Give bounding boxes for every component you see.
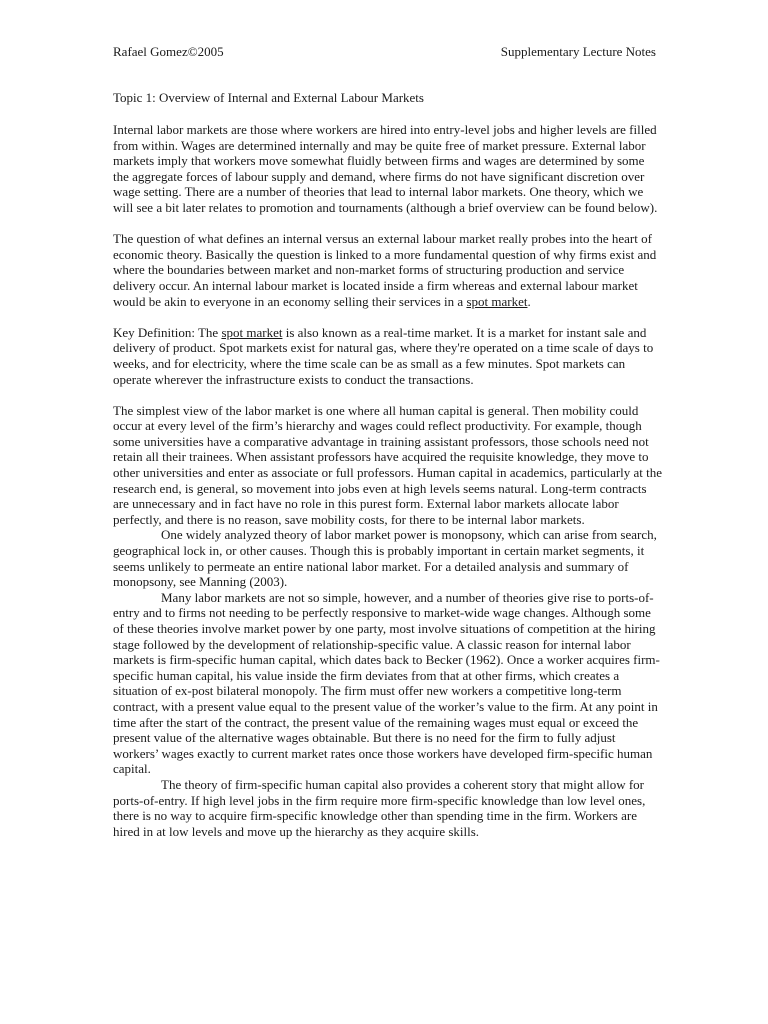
paragraph-text: The question of what defines an internal versus an external labour market really probes into the heart of economic theory. Basically the question is linked to a more fundamental question of why firms exist and where the boundaries between market and non-market forms of structuring production and service delivery occur. An internal labour market is located inside a firm whereas and external labour market would be akin to everyone in an economy selling their services in a [113,231,657,309]
paragraph-text: is also known as a real-time market. It is a market for instant sale and delivery of product. Spot markets exist for natural gas, where they're operated on a time scale of days to weeks, and for electricity, where the time scale can be as small as a few minutes. Spot markets can operate wherever the infrastructure exists to conduct the transactions. [113,324,654,387]
topic-title: Topic 1: Overview of Internal and External Labour Markets [113,90,424,105]
paragraph-internal-external: Internal labor markets are those where workers are hired into entry-level jobs and higher levels are filled from within. Wages are determined internally and may be quite free of market pressure. External labor markets imply that workers move somewhat fluidly between firms and wages are determined by some the aggregate forces of labour supply and demand, where firms do not have significant discretion over wage setting. There are a number of theories that lead to internal labor markets. One theory, which we will see a bit later relates to promotion and tournaments (although a brief overview can be found below). [113,122,658,215]
spot-market-definition-link[interactable]: spot market [221,324,283,340]
page-header [113,44,656,60]
paragraph-text: Key Definition: The [113,324,222,340]
paragraph-text: . [527,293,531,309]
spot-market-link[interactable]: spot market [466,293,528,309]
document-body [113,90,663,839]
paragraph-ports-of-entry: Many labor markets are not so simple, however, and a number of theories give rise to ports-of-entry and to firms not needing to be perfectly responsive to market-wide wage changes. Although some of these theories involve market power by one party, most involve situations of competition at the hiring stage followed by the development of relationship-specific value. A classic reason for internal labor markets is firm-specific human capital, which dates back to Becker (1962). Once a worker acquires firm-specific human capital, his value inside the firm deviates from that at other firms, which creates a situation of ex-post bilateral monopoly. The firm must offer new workers a competitive long-term contract, with a present value equal to the present value of the worker’s value to the firm. At any point in time after the start of the contract, the present value of the remaining wages must equal or exceed the present value of the alternative wages obtainable. But there is no need for the firm to fully adjust workers’ wages exactly to current market rates once those workers have developed firm-specific human capital. [113,589,660,777]
paragraph-key-definition [113,325,663,387]
paragraph-firm-specific-capital: The theory of firm-specific human capital also provides a coherent story that might allow for ports-of-entry. If high level jobs in the firm require more firm-specific knowledge than low level ones, there is no way to acquire firm-specific knowledge other than spending time in the firm. Workers are hired in at low levels and move up the hierarchy as they acquire skills. [113,776,646,839]
header-notes-label: Supplementary Lecture Notes [500,44,656,59]
paragraph-economic-theory [113,231,663,309]
paragraph-simplest-view: The simplest view of the labor market is one where all human capital is general. Then mobility could occur at every level of the firm’s hierarchy and wages could reflect productivity. For example, though some universities have a comparative advantage in training assistant professors, those schools need not retain all their trainees. When assistant professors have acquired the requisite knowledge, they move to other universities and enter as associate or full professors. Human capital in academics, particularly at the research end, is general, so movement into jobs even at high levels seems natural. Long-term contracts are unnecessary and in fact have no role in this purest form. External labor markets allocate labor perfectly, and there is no reason, save mobility costs, for there to be internal labor markets. [113,402,663,527]
header-author: Rafael Gomez©2005 [113,44,224,59]
paragraph-monopsony: One widely analyzed theory of labor market power is monopsony, which can arise from search, geographical lock in, or other causes. Though this is probably important in certain market segments, it seems unlikely to permeate an entire national labor market. For a detailed analysis and summary of monopsony, see Manning (2003). [113,527,657,590]
